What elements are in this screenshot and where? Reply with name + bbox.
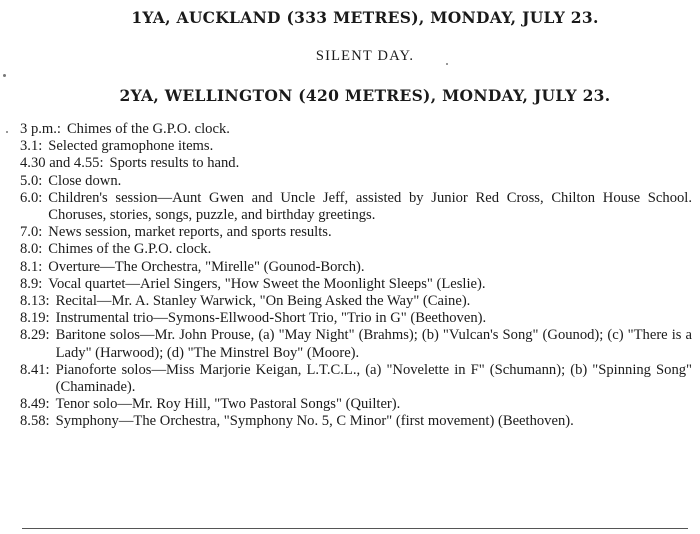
print-speck xyxy=(446,63,448,65)
programme-time: 7.0: xyxy=(20,224,43,241)
programme-item xyxy=(20,259,692,276)
programme-item xyxy=(20,396,692,413)
programme-description: Instrumental trio—Symons-Ellwood-Short Trio, "Trio in G" (Beethoven). xyxy=(55,310,487,327)
programme-item xyxy=(20,224,692,241)
programme-item xyxy=(20,310,692,327)
programme-time: 8.58: xyxy=(20,413,50,430)
station-heading-wellington: 2YA, WELLINGTON (420 METRES), MONDAY, JULY 23. xyxy=(119,86,611,105)
programme-item xyxy=(20,362,692,396)
programme-description: Recital—Mr. A. Stanley Warwick, "On Being Asked the Way" (Caine). xyxy=(55,293,471,310)
programme-description: Pianoforte solos—Miss Marjorie Keigan, L.T.C.L., (a) "Novelette in F" (Schumann); (b) "Spinning Song" (Chaminade). xyxy=(55,361,692,396)
programme-time: 8.49: xyxy=(20,396,50,413)
programme-time: 3.1: xyxy=(20,138,43,155)
programme-item xyxy=(20,241,692,258)
programme-description: Symphony—The Orchestra, "Symphony No. 5, C Minor" (first movement) (Beethoven). xyxy=(55,413,574,430)
station-heading-auckland: 1YA, AUCKLAND (333 METRES), MONDAY, JULY 23. xyxy=(131,8,599,27)
programme-description: Selected gramophone items. xyxy=(48,138,214,155)
programme-item xyxy=(20,327,692,361)
programme-description: Chimes of the G.P.O. clock. xyxy=(66,121,230,137)
programme-description: Tenor solo—Mr. Roy Hill, "Two Pastoral Songs" (Quilter). xyxy=(55,396,401,413)
programme-item xyxy=(20,293,692,310)
silent-day-notice: SILENT DAY. xyxy=(315,48,415,64)
programme-item xyxy=(20,173,692,190)
programme-description: Close down. xyxy=(48,172,122,189)
bottom-rule xyxy=(22,528,688,529)
programme-item xyxy=(20,276,692,293)
programme-item xyxy=(20,190,692,224)
programme-description: Children's session—Aunt Gwen and Uncle Jeff, assisted by Junior Red Cross, Chilton House School. Choruses, stories, songs, puzzle, and birthday greetings. xyxy=(48,189,692,224)
programme-item xyxy=(20,155,692,172)
programme-time: 8.13: xyxy=(20,293,50,310)
programme-time: 8.19: xyxy=(20,310,50,327)
programme-time: 8.1: xyxy=(20,258,43,275)
programme-item xyxy=(20,138,692,155)
programme-description: Chimes of the G.P.O. clock. xyxy=(48,241,212,258)
programme-time: 8.0: xyxy=(20,241,43,258)
programme-list xyxy=(20,121,692,431)
programme-time: 4.30 and 4.55: xyxy=(20,155,104,172)
programme-description: News session, market reports, and sports results. xyxy=(48,224,332,241)
programme-time: 8.9: xyxy=(20,275,43,292)
programme-description: Sports results to hand. xyxy=(109,155,240,172)
print-speck xyxy=(6,131,8,133)
programme-time: 5.0: xyxy=(20,172,43,189)
programme-description: Overture—The Orchestra, "Mirelle" (Gounod-Borch). xyxy=(48,258,365,275)
programme-time: 3 p.m.: xyxy=(20,121,61,137)
programme-item xyxy=(20,413,692,430)
programme-description: Vocal quartet—Ariel Singers, "How Sweet the Moonlight Sleeps" (Leslie). xyxy=(48,275,486,292)
programme-time: 8.41: xyxy=(20,361,50,378)
print-speck xyxy=(3,74,6,77)
programme-time: 8.29: xyxy=(20,327,50,344)
programme-item xyxy=(20,121,692,138)
programme-time: 6.0: xyxy=(20,189,43,206)
programme-description: Baritone solos—Mr. John Prouse, (a) "May Night" (Brahms); (b) "Vulcan's Song" (Gounod); (c) "There is a Lady" (Harwood); (d) "The Minstrel Boy" (Moore). xyxy=(55,327,692,361)
